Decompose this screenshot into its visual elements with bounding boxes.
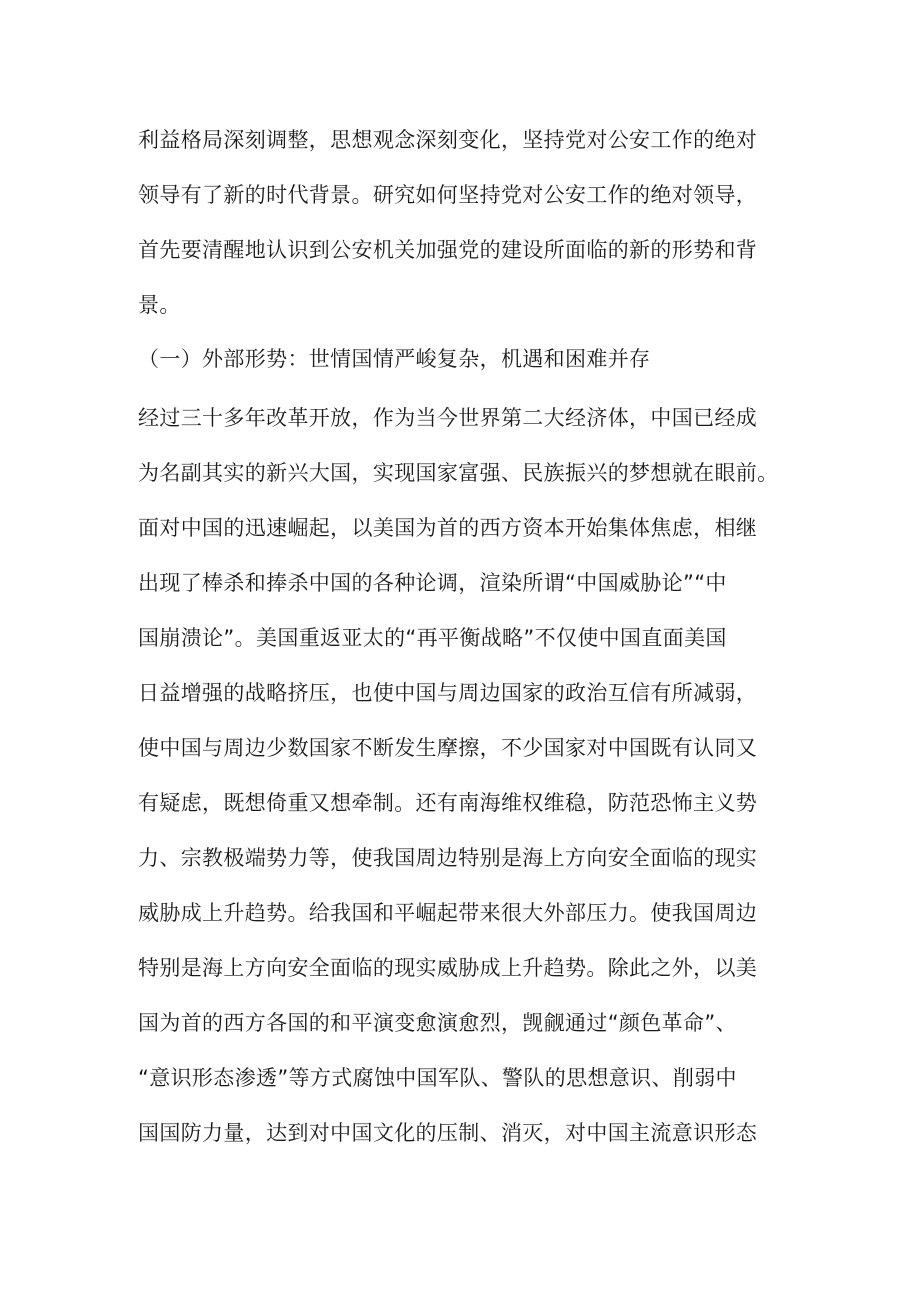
text-line: 使中国与周边少数国家不断发生摩擦，不少国家对中国既有认同又: [138, 736, 758, 760]
text-line: 出现了棒杀和捧杀中国的各种论调，渲染所谓“中国威胁论”“中: [138, 571, 727, 595]
text-line: 有疑虑，既想倚重又想牵制。还有南海维权维稳，防范恐怖主义势: [138, 791, 758, 815]
text-line: 利益格局深刻调整，思想观念深刻变化，坚持党对公安工作的绝对: [138, 128, 758, 152]
text-line: 国为首的西方各国的和平演变愈演愈烈，觊觎通过“颜色革命”、: [138, 1011, 737, 1035]
text-line: 国崩溃论”。美国重返亚太的“再平衡战略”不仅使中国直面美国: [138, 626, 727, 650]
text-line: 领导有了新的时代背景。研究如何坚持党对公安工作的绝对领导，: [138, 183, 758, 207]
text-line: 特别是海上方向安全面临的现实威胁成上升趋势。除此之外，以美: [138, 956, 758, 980]
text-line: 面对中国的迅速崛起，以美国为首的西方资本开始集体焦虑，相继: [138, 516, 758, 540]
text-line: 国国防力量，达到对中国文化的压制、消灭，对中国主流意识形态: [138, 1121, 758, 1145]
text-line: 日益增强的战略挤压，也使中国与周边国家的政治互信有所减弱，: [138, 681, 758, 705]
text-line: 首先要清醒地认识到公安机关加强党的建设所面临的新的形势和背: [138, 238, 758, 262]
section-heading: （一）外部形势：世情国情严峻复杂，机遇和困难并存: [138, 347, 651, 371]
text-line: 力、宗教极端势力等，使我国周边特别是海上方向安全面临的现实: [138, 846, 758, 870]
text-line: 经过三十多年改革开放，作为当今世界第二大经济体，中国已经成: [138, 406, 758, 430]
text-line: 景。: [138, 293, 181, 317]
text-line: “意识形态渗透”等方式腐蚀中国军队、警队的思想意识、削弱中: [138, 1066, 737, 1090]
text-line: 为名副其实的新兴大国，实现国家富强、民族振兴的梦想就在眼前。: [138, 461, 779, 485]
text-line: 威胁成上升趋势。给我国和平崛起带来很大外部压力。使我国周边: [138, 901, 758, 925]
